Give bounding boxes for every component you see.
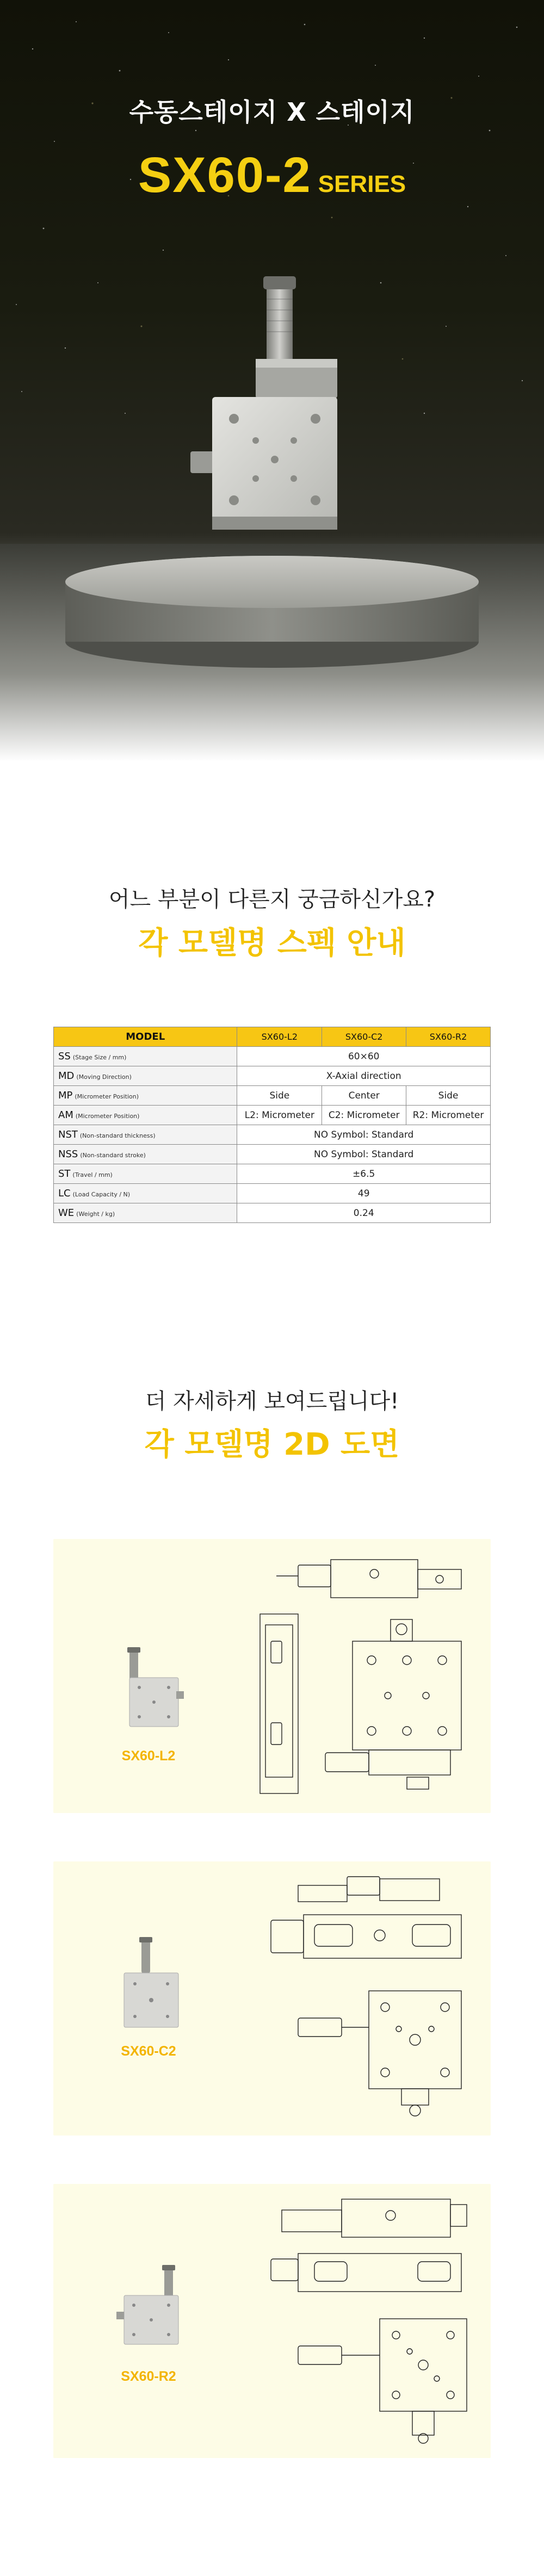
spec-row-label bbox=[54, 1047, 237, 1066]
drawing-label-r2: SX60-R2 bbox=[121, 2369, 176, 2384]
spec-row-label bbox=[54, 1125, 237, 1145]
spec-code: SS bbox=[58, 1051, 71, 1062]
spec-header-r2: SX60-R2 bbox=[406, 1027, 491, 1047]
spec-desc: (Load Capacity / N) bbox=[72, 1191, 131, 1198]
hero-subtitle: 수동스테이지 X 스테이지 bbox=[129, 97, 415, 127]
table-row bbox=[54, 1145, 491, 1164]
spec-code: WE bbox=[58, 1207, 75, 1219]
spec-value: X-Axial direction bbox=[237, 1066, 491, 1086]
spec-value-r2: Side bbox=[406, 1086, 491, 1106]
spec-row-label bbox=[54, 1106, 237, 1125]
hero-title bbox=[0, 147, 544, 204]
spec-value-c2: C2: Micrometer bbox=[322, 1106, 406, 1125]
spec-value: 0.24 bbox=[237, 1203, 491, 1223]
spec-value: ±6.5 bbox=[237, 1164, 491, 1184]
spec-row-label bbox=[54, 1203, 237, 1223]
spec-desc: (Weight / kg) bbox=[76, 1211, 115, 1218]
drawing-label-l2: SX60-L2 bbox=[121, 1748, 176, 1764]
spec-desc: (Micrometer Position) bbox=[75, 1113, 140, 1120]
spec-heading: 각 모델명 스펙 안내 bbox=[138, 926, 406, 961]
drawing-panel-l2 bbox=[53, 1539, 491, 1813]
spec-value-r2: R2: Micrometer bbox=[406, 1106, 491, 1125]
table-row bbox=[54, 1047, 491, 1066]
spec-value-l2: Side bbox=[237, 1086, 322, 1106]
spec-code: NSS bbox=[58, 1149, 78, 1160]
product-thumbnail-l2 bbox=[108, 1640, 195, 1737]
table-row bbox=[54, 1203, 491, 1223]
drawing-panel-c2 bbox=[53, 1861, 491, 2136]
spec-question: 어느 부분이 다른지 궁금하신가요? bbox=[108, 887, 436, 912]
hero-product-illustration bbox=[0, 250, 544, 761]
spec-desc: (Micrometer Position) bbox=[75, 1093, 139, 1100]
spec-code: MD bbox=[58, 1070, 75, 1082]
spec-code: MP bbox=[58, 1090, 73, 1101]
spec-code: AM bbox=[58, 1109, 73, 1121]
spec-value: NO Symbol: Standard bbox=[237, 1125, 491, 1145]
table-row bbox=[54, 1125, 491, 1145]
table-row bbox=[54, 1066, 491, 1086]
hero-banner bbox=[0, 0, 544, 761]
table-row bbox=[54, 1106, 491, 1125]
spec-header-row bbox=[54, 1027, 491, 1047]
spec-code: NST bbox=[58, 1129, 78, 1140]
spec-row-label bbox=[54, 1145, 237, 1164]
technical-drawing-c2 bbox=[244, 1866, 489, 2131]
spec-row-label bbox=[54, 1164, 237, 1184]
spec-header-c2: SX60-C2 bbox=[322, 1027, 406, 1047]
spec-desc: (Stage Size / mm) bbox=[72, 1054, 127, 1061]
table-row bbox=[54, 1164, 491, 1184]
spec-table bbox=[53, 1027, 491, 1223]
product-thumbnail-c2 bbox=[108, 1935, 195, 2033]
spec-desc: (Moving Direction) bbox=[76, 1073, 132, 1081]
hero-model-name: SX60-2 bbox=[138, 147, 312, 203]
spec-row-label bbox=[54, 1086, 237, 1106]
spec-row-label bbox=[54, 1066, 237, 1086]
hero-series-word: SERIES bbox=[318, 171, 406, 197]
drawing-panel-r2 bbox=[53, 2184, 491, 2458]
technical-drawing-r2 bbox=[244, 2188, 489, 2454]
technical-drawing-l2 bbox=[244, 1543, 489, 1809]
drawing-label-c2: SX60-C2 bbox=[121, 2044, 176, 2059]
spec-value: 60×60 bbox=[237, 1047, 491, 1066]
drawings-question: 더 자세하게 보여드립니다! bbox=[145, 1389, 399, 1414]
spec-row-label bbox=[54, 1184, 237, 1203]
table-row bbox=[54, 1086, 491, 1106]
spec-desc: (Non-standard stroke) bbox=[80, 1152, 146, 1159]
spec-value-l2: L2: Micrometer bbox=[237, 1106, 322, 1125]
spec-header-model: MODEL bbox=[54, 1027, 237, 1047]
spec-code: ST bbox=[58, 1168, 71, 1180]
drawings-heading: 각 모델명 2D 도면 bbox=[144, 1427, 400, 1462]
spec-value: NO Symbol: Standard bbox=[237, 1145, 491, 1164]
spec-value-c2: Center bbox=[322, 1086, 406, 1106]
spec-code: LC bbox=[58, 1188, 71, 1199]
spec-header-l2: SX60-L2 bbox=[237, 1027, 322, 1047]
product-thumbnail-r2 bbox=[108, 2257, 195, 2355]
spec-desc: (Non-standard thickness) bbox=[79, 1132, 156, 1139]
table-row bbox=[54, 1184, 491, 1203]
spec-desc: (Travel / mm) bbox=[72, 1171, 113, 1178]
spec-value: 49 bbox=[237, 1184, 491, 1203]
